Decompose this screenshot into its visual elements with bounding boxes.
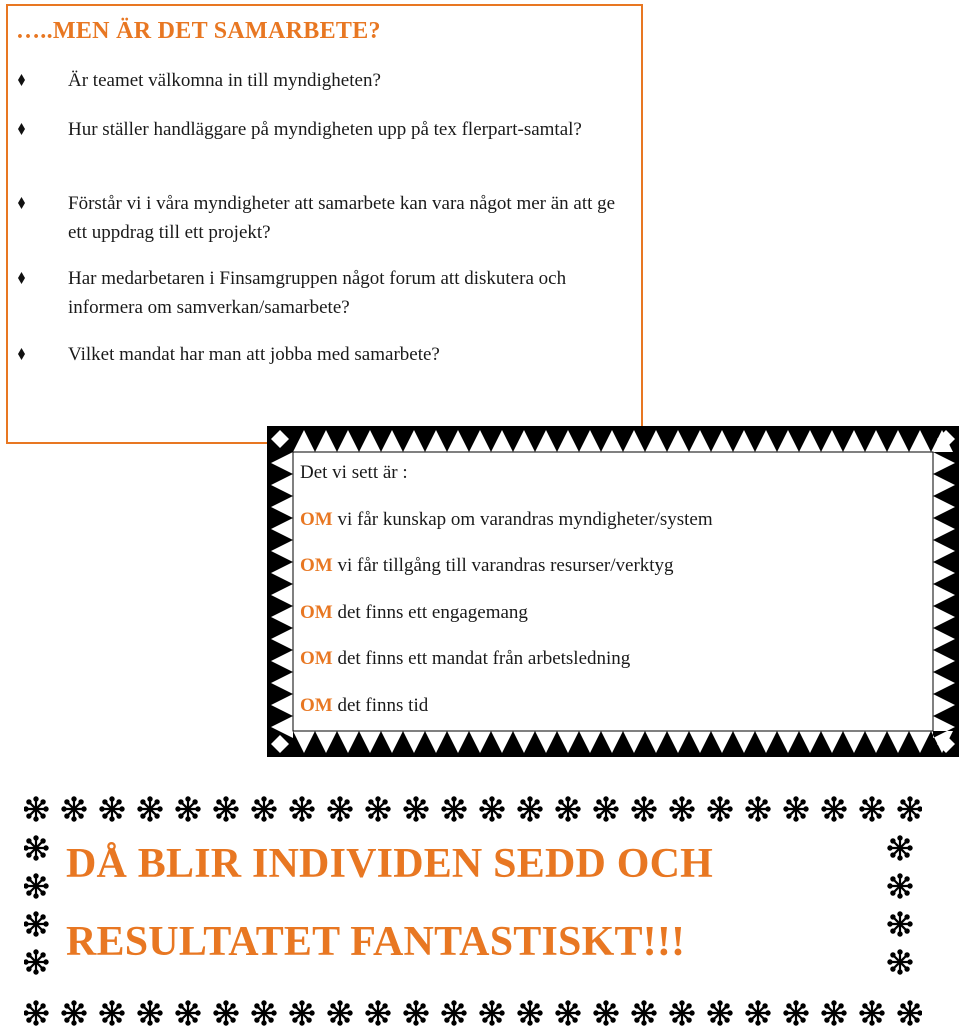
condition-item	[300, 553, 674, 579]
om-keyword: OM	[300, 555, 333, 576]
diamond-icon	[18, 272, 25, 284]
condition-item	[300, 693, 428, 719]
condition-item	[300, 507, 713, 533]
condition-text: det finns ett mandat från arbetsledning	[337, 648, 631, 669]
question-text: Vilket mandat har man att jobba med samarbete?	[68, 344, 440, 365]
condition-text: det finns ett engagemang	[337, 602, 528, 623]
diamond-icon	[18, 197, 25, 209]
questions-box	[6, 4, 643, 444]
condition-text: det finns tid	[337, 695, 429, 716]
question-text: Hur ställer handläggare på myndigheten upp på tex flerpart-samtal?	[68, 119, 582, 140]
conclusion-line: RESULTATET FANTASTISKT!!!	[66, 919, 686, 965]
question-text: Har medarbetaren i Finsamgruppen något forum att diskutera och informera om samverkan/samarbete?	[68, 268, 567, 318]
diamond-icon	[18, 348, 25, 360]
conclusion-line: DÅ BLIR INDIVIDEN SEDD OCH	[66, 841, 713, 887]
condition-text: vi får kunskap om varandras myndigheter/system	[337, 509, 713, 530]
question-text: Är teamet välkomna in till myndigheten?	[68, 70, 381, 91]
om-keyword: OM	[300, 695, 333, 716]
conditions-box	[267, 426, 959, 757]
diamond-icon	[18, 123, 25, 135]
om-keyword: OM	[300, 648, 333, 669]
questions-heading: …..MEN ÄR DET SAMARBETE?	[16, 18, 381, 44]
condition-text: vi får tillgång till varandras resurser/verktyg	[337, 555, 674, 576]
question-text: Förstår vi i våra myndigheter att samarbete kan vara något mer än att ge ett uppdrag till ett projekt?	[68, 193, 616, 243]
conditions-intro: Det vi sett är :	[300, 462, 408, 483]
conclusion-box	[24, 796, 922, 1026]
diamond-icon	[18, 74, 25, 86]
om-keyword: OM	[300, 509, 333, 530]
snowflake-star-border	[24, 796, 922, 1026]
om-keyword: OM	[300, 602, 333, 623]
condition-item	[300, 600, 528, 626]
condition-item	[300, 646, 630, 672]
